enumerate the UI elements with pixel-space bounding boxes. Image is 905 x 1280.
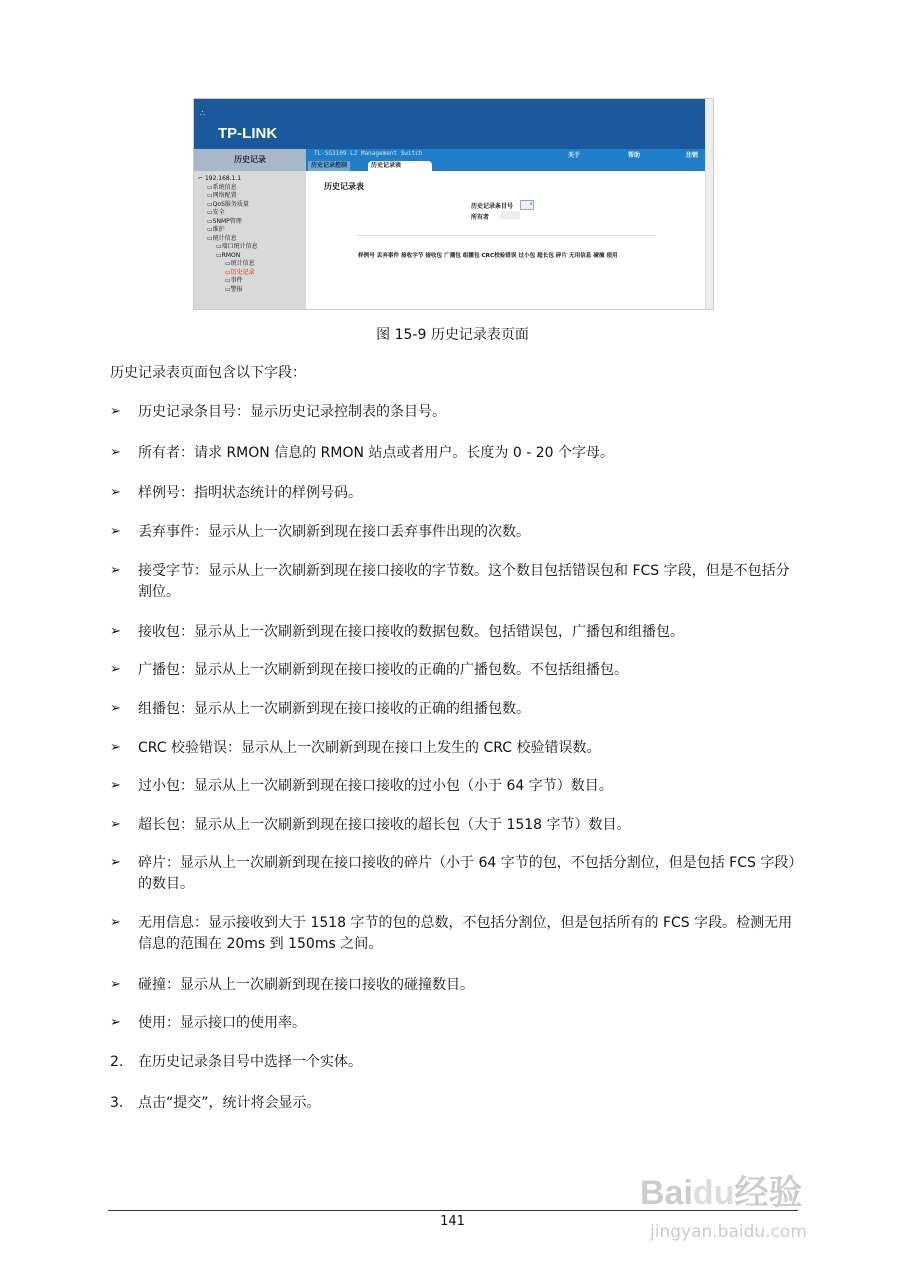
bullet-icon: ➢ (110, 662, 121, 677)
tree-item-label: 统计信息 (212, 234, 237, 242)
tree-item[interactable] (198, 209, 306, 218)
bullet-icon: ➢ (110, 404, 121, 419)
table-header: 样例号 丢弃事件 接收字节 接收包 广播包 组播包 CRC校验错误 过小包 超长包 碎片 无用信息 碰撞 使用 (358, 253, 618, 259)
bullet-icon: ➢ (110, 778, 121, 793)
tree-item[interactable] (198, 286, 306, 295)
folder-icon: ▭ (207, 217, 213, 225)
page-icon: ▭ (225, 285, 231, 293)
folder-icon: ▭ (207, 192, 213, 199)
page-icon: ▭ (225, 268, 231, 276)
watermark-logo: Baidu经验 (640, 1174, 803, 1212)
page-heading: 历史记录表 (324, 182, 364, 191)
tree-item[interactable] (198, 184, 306, 193)
help-link[interactable]: 帮助 (628, 152, 641, 159)
header-banner (194, 99, 706, 149)
tree-item[interactable] (198, 252, 306, 261)
about-link[interactable]: 关于 (568, 152, 581, 159)
bullet-item: 所有者：请求 RMON 信息的 RMON 站点或者用户。长度为 0 - 20 个字母。 (138, 445, 614, 461)
bullet-item: 过小包：显示从上一次刷新到现在接口接收的过小包（小于 64 字节）数目。 (138, 778, 613, 794)
tab-history-control[interactable]: 历史记录控制 (308, 161, 350, 171)
bullet-item: 使用：显示接口的使用率。 (138, 1015, 306, 1031)
bullet-item: 接受字节：显示从上一次刷新到现在接口接收的字节数。这个数目包括错误包和 FCS 字段，但是不包括分割位。 (138, 563, 790, 600)
logout-link[interactable]: 注销 (686, 152, 699, 159)
entry-select[interactable]: ∨ (520, 200, 534, 210)
folder-icon: ▭ (207, 183, 213, 191)
divider (356, 235, 656, 236)
bullet-icon: ➢ (110, 624, 121, 639)
entry-label: 历史记录条目号 (471, 203, 514, 210)
tree-item[interactable] (198, 226, 306, 235)
bullet-item: 超长包：显示从上一次刷新到现在接口接收的超长包（大于 1518 字节）数目。 (138, 817, 631, 833)
tree-item[interactable] (198, 235, 306, 244)
folder-icon: ▭ (207, 209, 213, 216)
bullet-icon: ➢ (110, 915, 121, 930)
bullet-icon: ➢ (110, 701, 121, 716)
tree-item-label: 安全 (212, 209, 225, 216)
embedded-screenshot (193, 98, 714, 310)
bullet-item: 接收包：显示从上一次刷新到现在接口接收的数据包数。包括错误包，广播包和组播包。 (138, 624, 684, 640)
top-bar (306, 149, 706, 171)
tree-item[interactable] (198, 269, 306, 278)
tree-item-label: 统计信息 (230, 260, 255, 267)
tree-item-label: 系统信息 (212, 183, 237, 191)
tree-item-label: 事件 (230, 277, 243, 284)
bullet-icon: ➢ (110, 1015, 121, 1030)
folder-icon: ▭ (207, 234, 213, 242)
bullet-item: 碰撞：显示从上一次刷新到现在接口接收的碰撞数目。 (138, 977, 474, 993)
tree-item-label: 维护 (212, 226, 225, 233)
tree-item[interactable] (198, 192, 306, 201)
folder-icon: ▭ (207, 200, 213, 208)
folder-icon: ▭ (207, 226, 213, 233)
tree-item-label: 网络配置 (212, 192, 237, 199)
bullet-icon: ➢ (110, 485, 121, 500)
tree-item-label: RMON (221, 251, 241, 259)
bullet-item: 样例号：指明状态统计的样例号码。 (138, 485, 362, 501)
tree-item[interactable] (198, 260, 306, 269)
bullet-icon: ➢ (110, 977, 121, 992)
scrollbar[interactable] (705, 99, 713, 309)
bullet-icon: ➢ (110, 855, 121, 870)
step-text: 在历史记录条目号中选择一个实体。 (138, 1054, 362, 1070)
step-number: 3. (110, 1095, 124, 1111)
tree-item[interactable] (198, 243, 306, 252)
page-number: 141 (440, 1214, 465, 1229)
bullet-item: 丢弃事件：显示从上一次刷新到现在接口丢弃事件出现的次数。 (138, 524, 530, 540)
bullet-icon: ➢ (110, 563, 121, 578)
figure-caption: 图 15-9 历史记录表页面 (376, 327, 529, 343)
page-icon: ▭ (225, 277, 231, 284)
tree-item-label: 192.168.1.1 (204, 175, 242, 182)
tree-item[interactable] (198, 201, 306, 210)
tree-item-label: 端口统计信息 (221, 243, 258, 250)
bullet-icon: ➢ (110, 524, 121, 539)
watermark-url: jingyan.baidu.com (650, 1222, 807, 1242)
bullet-item: CRC 校验错误：显示从上一次刷新到现在接口上发生的 CRC 校验错误数。 (138, 740, 601, 756)
bullet-item: 广播包：显示从上一次刷新到现在接口接收的正确的广播包数。不包括组播包。 (138, 662, 628, 678)
bullet-icon: ➢ (110, 817, 121, 832)
intro: 历史记录表页面包含以下字段： (110, 365, 306, 381)
model-name: TL-SG3109 L2 Management Switch (314, 150, 423, 157)
tree-item[interactable] (198, 218, 306, 227)
logo: TP-LINK (218, 125, 278, 142)
owner-label: 所有者 (471, 214, 490, 221)
tree-item-label: SNMP管理 (212, 217, 242, 225)
folder-icon: ⌐ (198, 175, 205, 182)
tree-item[interactable] (198, 277, 306, 286)
owner-field[interactable] (500, 211, 520, 219)
page-icon: ▭ (216, 243, 222, 250)
folder-icon: ▭ (216, 251, 222, 259)
bullet-item: 组播包：显示从上一次刷新到现在接口接收的正确的组播包数。 (138, 701, 530, 717)
tree-item-label: QoS服务质量 (212, 200, 249, 208)
main-panel (306, 171, 706, 309)
tree-item-label: 历史记录 (230, 268, 255, 276)
bullet-item: 无用信息：显示接收到大于 1518 字节的包的总数，不包括分割位，但是包括所有的 FCS 字段。检测无用信息的范围在 20ms 到 150ms 之间。 (138, 915, 793, 952)
bullet-item: 碎片：显示从上一次刷新到现在接口接收的碎片（小于 64 字节的包，不包括分割位，但是包括 FCS 字段）的数目。 (138, 855, 796, 892)
tab-history-table[interactable]: 历史记录表 (368, 161, 432, 171)
bullet-item: 历史记录条目号：显示历史记录控制表的条目号。 (138, 404, 446, 420)
step-text: 点击“提交”，统计将会显示。 (138, 1095, 321, 1111)
tree-item[interactable] (198, 175, 306, 184)
sidebar-tree (194, 171, 306, 309)
page-icon: ▭ (225, 260, 231, 267)
tree-item-label: 警报 (230, 285, 243, 293)
bullet-icon: ➢ (110, 740, 121, 755)
left-title: 历史记录 (194, 149, 306, 171)
logo-dots-icon: ∴ (200, 109, 206, 118)
bullet-icon: ➢ (110, 445, 121, 460)
step-number: 2. (110, 1054, 124, 1070)
